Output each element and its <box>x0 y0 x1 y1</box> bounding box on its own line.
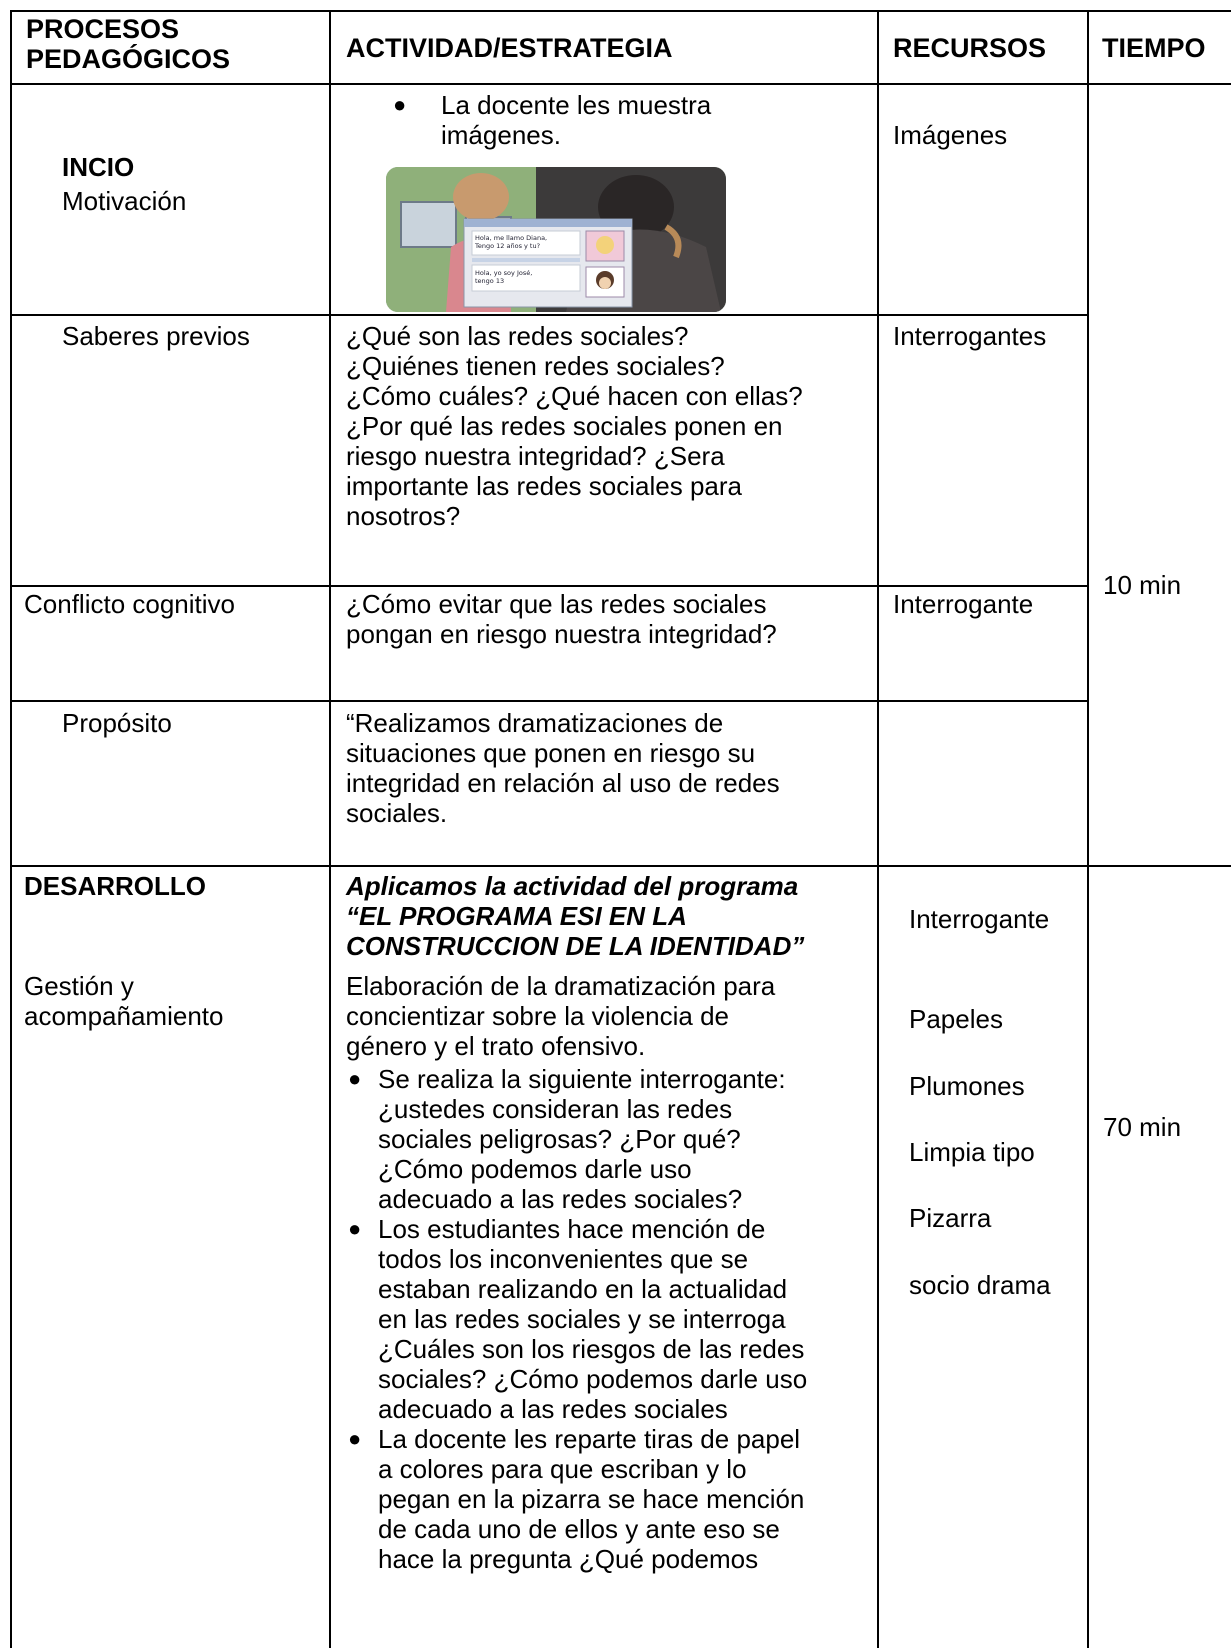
bullet-icon: ● <box>348 1216 362 1241</box>
saberes-questions: ¿Qué son las redes sociales? ¿Quiénes tienen redes sociales? ¿Cómo cuáles? ¿Qué hacen con ellas? ¿Por qué las redes sociales ponen en riesgo nuestra integridad? ¿Sera importante las redes sociales para nosotros? <box>346 321 803 531</box>
chat-line-1: Hola, me llamo Diana, <box>475 234 548 242</box>
table-border <box>10 83 1231 85</box>
header-recursos: RECURSOS <box>893 33 1047 63</box>
inicio-activity-text: La docente les muestra imágenes. <box>441 90 712 150</box>
motivation-image <box>386 167 726 312</box>
resource-plumones: Plumones <box>909 1071 1025 1101</box>
proposito-label: Propósito <box>62 708 172 738</box>
table-border <box>329 10 331 1648</box>
chat-line-4: tengo 13 <box>475 277 505 285</box>
saberes-label: Saberes previos <box>62 321 250 351</box>
conflicto-question: ¿Cómo evitar que las redes sociales pongan en riesgo nuestra integridad? <box>346 589 777 649</box>
chat-line-2: Tengo 12 años y tu? <box>475 242 541 250</box>
table-border <box>10 700 1088 702</box>
inicio-title: INCIO <box>62 152 135 182</box>
table-border <box>10 314 1088 316</box>
conflicto-label: Conflicto cognitivo <box>24 589 235 619</box>
motivacion-label: Motivación <box>62 186 187 216</box>
table-border <box>10 10 12 1648</box>
resource-papeles: Papeles <box>909 1004 1003 1034</box>
table-border <box>1087 10 1089 1648</box>
program-title: Aplicamos la actividad del programa “EL PROGRAMA ESI EN LA CONSTRUCCION DE LA IDENTIDAD” <box>346 871 805 961</box>
desarrollo-sub: Gestión y acompañamiento <box>24 971 224 1031</box>
table-border <box>10 585 1088 587</box>
desarrollo-title: DESARROLLO <box>24 871 206 901</box>
tiempo-desarrollo: 70 min <box>1103 1112 1182 1142</box>
desarrollo-bullet-3: La docente les reparte tiras de papel a colores para que escriban y lo pegan en la pizarra se hace mención de cada uno de ellos y ante eso se hace la pregunta ¿Qué podemos <box>378 1424 805 1574</box>
bullet-icon: ● <box>348 1426 362 1451</box>
desarrollo-bullet-2: Los estudiantes hace mención de todos los inconvenientes que se estaban realizando en la actualidad en las redes sociales y se interroga ¿Cuáles son los riesgos de las redes sociales? ¿Cómo podemos darle uso adecuado a las redes sociales <box>378 1214 808 1424</box>
resource-interrogante: Interrogante <box>909 904 1050 934</box>
table-border <box>10 10 1231 12</box>
table-border <box>10 865 1231 867</box>
desarrollo-bullet-1: Se realiza la siguiente interrogante: ¿ustedes consideran las redes sociales peligrosas? ¿Por qué? ¿Cómo podemos darle uso adecuado a las redes sociales? <box>378 1064 786 1214</box>
header-actividad: ACTIVIDAD/ESTRATEGIA <box>346 33 673 63</box>
tiempo-inicio: 10 min <box>1103 570 1182 600</box>
desarrollo-intro: Elaboración de la dramatización para concientizar sobre la violencia de género y el trato ofensivo. <box>346 971 776 1061</box>
chat-line-3: Hola, yo soy José, <box>475 269 533 277</box>
conflicto-resource: Interrogante <box>893 589 1034 619</box>
saberes-resource: Interrogantes <box>893 321 1047 351</box>
bullet-icon: ● <box>393 92 407 117</box>
resource-socio-drama: socio drama <box>909 1270 1051 1300</box>
bullet-icon: ● <box>348 1066 362 1091</box>
header-tiempo: TIEMPO <box>1102 33 1206 63</box>
proposito-text: “Realizamos dramatizaciones de situaciones que ponen en riesgo su integridad en relación al uso de redes sociales. <box>346 708 780 828</box>
children-chat-image <box>386 167 726 312</box>
resource-limpia-tipo: Limpia tipo <box>909 1137 1035 1167</box>
resource-pizarra: Pizarra <box>909 1203 992 1233</box>
header-procesos: PROCESOS PEDAGÓGICOS <box>26 14 231 74</box>
table-border <box>877 10 879 1648</box>
inicio-resource: Imágenes <box>893 120 1008 150</box>
